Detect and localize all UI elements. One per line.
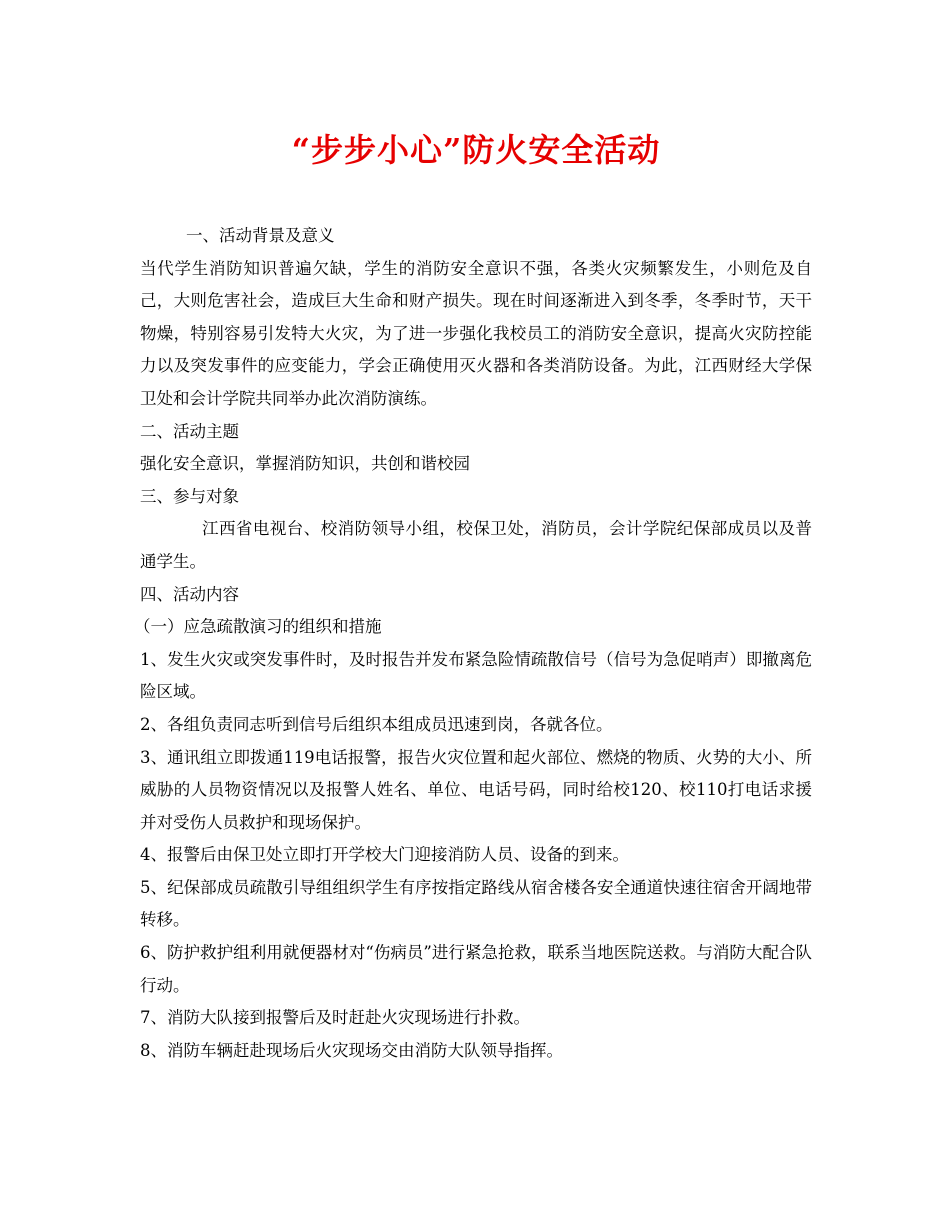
section-heading-background: 一、活动背景及意义: [186, 226, 335, 245]
subsection-heading-evacuation: （一）应急疏散演习的组织和措施: [134, 617, 382, 637]
section-heading-theme: 二、活动主题: [140, 421, 239, 441]
list-item: 1、发生火灾或突发事件时，及时报告并发布紧急险情疏散信号（信号为急促哨声）即撤离危险区域。: [140, 649, 812, 702]
section-heading-participants: 三、参与对象: [140, 486, 239, 506]
list-item: 6、防护救护组利用就便器材对“伤病员”进行紧急抢救，联系当地医院送救。与消防大配合队行动。: [140, 943, 812, 995]
section-heading-content: 四、活动内容: [140, 584, 239, 604]
list-item: 2、各组负责同志听到信号后组织本组成员迅速到岗，各就各位。: [140, 714, 613, 734]
document-title: “步步小心”防火安全活动: [291, 131, 661, 169]
list-item: 5、纪保部成员疏散引导组组织学生有序按指定路线从宿舍楼各安全通道快速往宿舍开阔地带转移。: [140, 877, 812, 930]
list-item: 8、消防车辆赶赴现场后火灾现场交由消防大队领导指挥。: [140, 1040, 563, 1060]
theme-paragraph: 强化安全意识，掌握消防知识，共创和谐校园: [140, 454, 470, 474]
list-item: 3、通讯组立即拨通119电话报警，报告火灾位置和起火部位、燃烧的物质、火势的大小、所威胁的人员物资情况以及报警人姓名、单位、电话号码，同时给校120、校110打电话求援并对受伤人员救护和现场保护。: [140, 747, 812, 832]
list-item: 7、消防大队接到报警后及时赶赴火灾现场进行扑救。: [140, 1008, 530, 1028]
document-page: [134, 118, 812, 1067]
list-item: 4、报警后由保卫处立即打开学校大门迎接消防人员、设备的到来。: [140, 845, 629, 865]
participants-paragraph: 江西省电视台、校消防领导小组，校保卫处，消防员，会计学院纪保部成员以及普通学生。: [140, 519, 812, 571]
background-paragraph: 当代学生消防知识普遍欠缺，学生的消防安全意识不强，各类火灾频繁发生，小则危及自己，大则危害社会，造成巨大生命和财产损失。现在时间逐渐进入到冬季，冬季时节，天干物燥，特别容易引发特大火灾，为了进一步强化我校员工的消防安全意识，提高火灾防控能力以及突发事件的应变能力，学会正确使用灭火器和各类消防设备。为此，江西财经大学保卫处和会计学院共同举办此次消防演练。: [140, 258, 812, 408]
